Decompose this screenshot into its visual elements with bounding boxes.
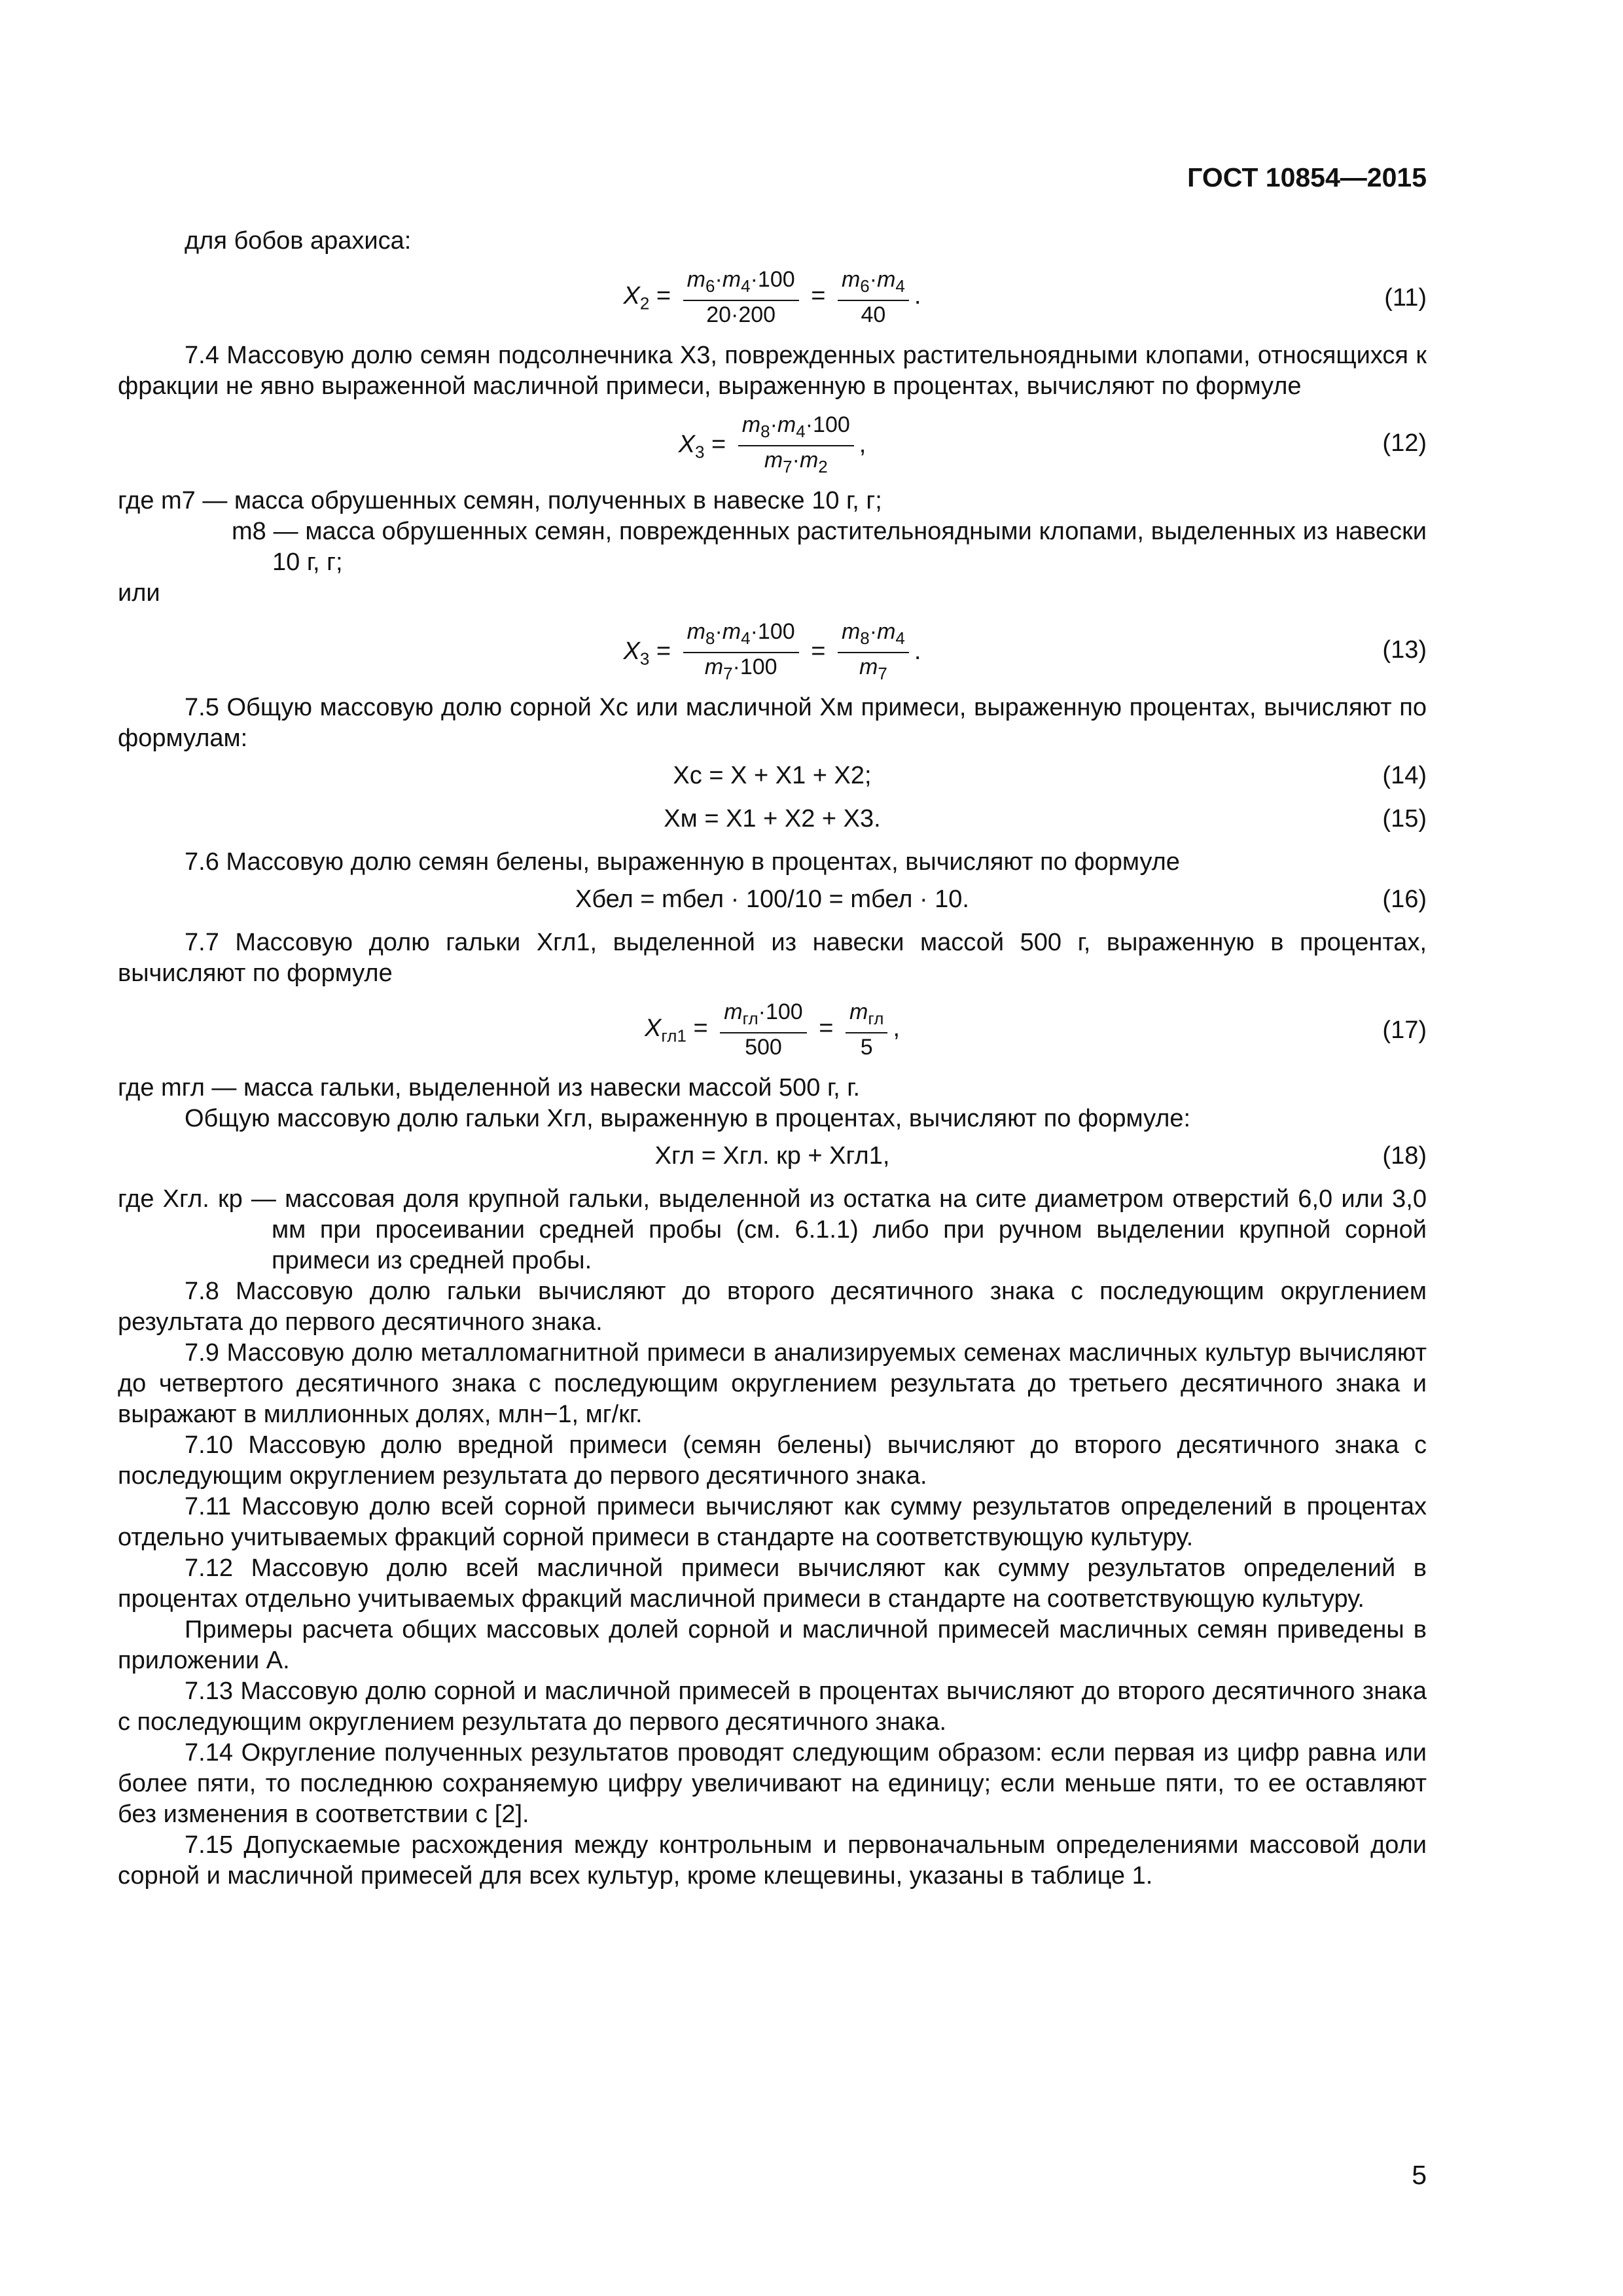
formula-14-number: (14) xyxy=(1382,762,1427,789)
paragraph-7-8: 7.8 Массовую долю гальки вычисляют до второго десятичного знака с последующим округлением результата до первого десятичного знака. xyxy=(118,1278,1427,1336)
formula-16-expression: Xбел = mбел · 100/10 = mбел · 10. xyxy=(575,886,969,913)
paragraph-7-12: 7.12 Массовую долю всей масличной примеси вычисляют как сумму результатов определений в процентах отдельно учитываемых фракций масличной примеси в стандарте на соответствующую культуру. xyxy=(118,1554,1427,1613)
formula-13-number: (13) xyxy=(1382,636,1427,664)
paragraph-7-5: 7.5 Общую массовую долю сорной Xс или масличной Xм примеси, выраженную процентах, вычисляют по формулам: xyxy=(118,694,1427,752)
where-m8: m8 — масса обрушенных семян, поврежденных растительноядными клопами, выделенных из навески 10 г, г; xyxy=(232,518,1427,576)
formula-15-expression: Xм = X1 + X2 + X3. xyxy=(664,805,881,833)
formula-18-expression: Xгл = Xгл. кр + Xгл1, xyxy=(654,1142,890,1170)
formula-12-expression: $X_3$ = $\frac{m_8\cdot m_4\cdot 100}{m_7\cdot m_2}$ , xyxy=(678,412,866,476)
paragraph-examples: Примеры расчета общих массовых долей сорной и масличной примесей масличных семян приведены в приложении А. xyxy=(118,1616,1427,1674)
formula-14 xyxy=(118,761,1427,797)
formula-17-expression: $X_{гл1}$ = $\frac{m_{гл}\cdot 100}{500}$ = $\frac{m_{гл}}{5}$ , xyxy=(645,999,900,1060)
word-or: или xyxy=(118,579,160,607)
paragraph-7-7: 7.7 Массовую долю гальки Xгл1, выделенной из навески массой 500 г, выраженную в процентах, вычисляют по формуле xyxy=(118,929,1427,987)
paragraph-7-14: 7.14 Округление полученных результатов проводят следующим образом: если первая из цифр равна или более пяти, то последнюю сохраняемую цифру увеличивают на единицу; если меньше пяти, то ее оставляют без изменения в соответствии с [2]. xyxy=(118,1739,1427,1828)
paragraph-7-15: 7.15 Допускаемые расхождения между контрольным и первоначальным определениями массовой доли сорной и масличной примесей для всех культур, кроме клещевины, указаны в таблице 1. xyxy=(118,1831,1427,1890)
paragraph-7-4: 7.4 Массовую долю семян подсолнечника X3, поврежденных растительноядными клопами, относящихся к фракции не явно выраженной масличной примеси, выраженную в процентах, вычисляют по формуле xyxy=(118,342,1427,400)
formula-13-expression: $X_3$ = $\frac{m_8\cdot m_4\cdot 100}{m_7\cdot 100}$ = $\frac{m_8\cdot m_4}{m_7}$ . xyxy=(623,619,921,683)
where-m7: где m7 — масса обрушенных семян, полученных в навеске 10 г, г; xyxy=(118,487,882,514)
formula-11 xyxy=(118,266,1427,331)
page-body xyxy=(118,226,1427,1892)
formula-16-number: (16) xyxy=(1382,886,1427,913)
formula-13 xyxy=(118,618,1427,683)
where-mgl: где mгл — масса гальки, выделенной из навески массой 500 г, г. xyxy=(118,1074,861,1102)
paragraph-7-10: 7.10 Массовую долю вредной примеси (семян белены) вычисляют до второго десятичного знака с последующим округлением результата до первого десятичного знака. xyxy=(118,1431,1427,1490)
paragraph-7-9: 7.9 Массовую долю металломагнитной примеси в анализируемых семенах масличных культур вычисляют до четвертого десятичного знака с последующим округлением результата до третьего десятичного знака и выражают в миллионных долях, млн−1, мг/кг. xyxy=(118,1339,1427,1428)
formula-14-expression: Xс = X + X1 + X2; xyxy=(673,762,872,789)
formula-12 xyxy=(118,411,1427,476)
formula-11-expression: $X_2$ = $\frac{m_6\cdot m_4\cdot 100}{20\cdot 200}$ = $\frac{m_6\cdot m_4}{40}$ . xyxy=(623,267,921,327)
formula-18 xyxy=(118,1141,1427,1177)
formula-11-number: (11) xyxy=(1384,284,1427,312)
formula-12-number: (12) xyxy=(1382,429,1427,457)
page-number: 5 xyxy=(1412,2160,1427,2190)
formula-16 xyxy=(118,884,1427,921)
formula-17-number: (17) xyxy=(1382,1016,1427,1044)
formula-15-number: (15) xyxy=(1382,805,1427,833)
where-glkr: где Xгл. кр — массовая доля крупной гальки, выделенной из остатка на сите диаметром отверстий 6,0 или 3,0 мм при просеивании средней пробы (см. 6.1.1) либо при ручном выделении крупной сорной примеси из средней пробы. xyxy=(118,1185,1427,1274)
formula-18-number: (18) xyxy=(1382,1142,1427,1170)
document-id: ГОСТ 10854—2015 xyxy=(1187,162,1427,192)
formula-17 xyxy=(118,998,1427,1064)
paragraph-7-6: 7.6 Массовую долю семян белены, выраженную в процентах, вычисляют по формуле xyxy=(185,848,1180,876)
formula-15 xyxy=(118,804,1427,840)
paragraph-7-13: 7.13 Массовую долю сорной и масличной примесей в процентах вычисляют до второго десятичного знака с последующим округлением результата до первого десятичного знака. xyxy=(118,1677,1427,1736)
paragraph-peanut: для бобов арахиса: xyxy=(185,227,412,255)
paragraph-7-11: 7.11 Массовую долю всей сорной примеси вычисляют как сумму результатов определений в процентах отдельно учитываемых фракций сорной примеси в стандарте на соответствующую культуру. xyxy=(118,1493,1427,1551)
paragraph-gl-total: Общую массовую долю гальки Xгл, выраженную в процентах, вычисляют по формуле: xyxy=(185,1105,1191,1132)
